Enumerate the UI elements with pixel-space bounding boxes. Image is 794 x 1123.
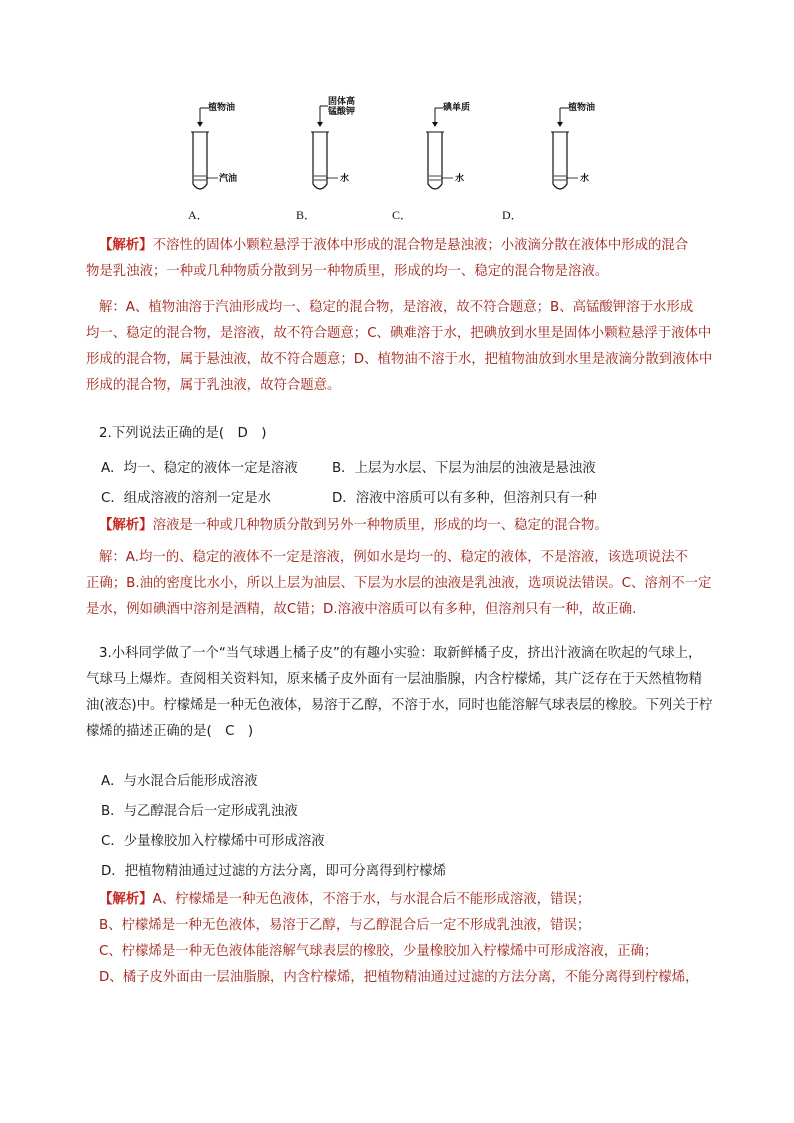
q3-analysis-line: A、柠檬烯是一种无色液体，不溶于水，与水混合后不能形成溶液，错误； [152,892,591,907]
q3-analysis-tag: 【解析】 [99,892,153,907]
q3-analysis-line: C、柠檬烯是一种无色液体能溶解气球表层的橡胶，少量橡胶加入柠檬烯中可形成溶液，正确； [99,944,658,959]
q2-option-d: D．溶液中溶质可以有多种，但溶剂只有一种 [332,491,597,506]
tube-a-top-label: 植物油 [208,103,236,113]
q3-option-a: A．与水混合后能形成溶液 [101,774,258,789]
q3-stem-line: 檬烯的描述正确的是( C ) [86,724,254,739]
q3-analysis-line: B、柠檬烯是一种无色液体，易溶于乙醇，与乙醇混合后一定不形成乳浊液，错误； [99,918,591,933]
q2-solution-line: 解：A.均一的、稳定的液体不一定是溶液，例如水是均一的、稳定的液体，不是溶液，该选项说法不 [99,550,688,565]
q3-stem-line: 气球马上爆炸。查阅相关资料知，原来橘子皮外面有一层油脂腺，内含柠檬烯，其广泛存在于天然植物精 [86,672,702,687]
q2-analysis-text: 溶液是一种或几种物质分散到另外一种物质里，形成的均一、稳定的混合物。 [152,518,608,533]
tube-b-letter: B． [296,208,317,222]
q3-stem-line: 油(液态)中。柠檬烯是一种无色液体，易溶于乙醇，不溶于水，同时也能溶解气球表层的橡胶。下列关于柠 [86,698,713,713]
q1-analysis-line2: 物是乳浊液；一种或几种物质分散到另一种物质里，形成的均一、稳定的混合物是溶液。 [86,264,609,279]
q3-analysis [86,887,726,991]
q1-analysis-line1: 不溶性的固体小颗粒悬浮于液体中形成的混合物是悬浊液；小液滴分散在液体中形成的混合 [152,238,689,253]
tube-b-top-label-line1: 固体高 [328,97,356,107]
tube-d-top-label: 植物油 [568,103,596,113]
tube-d-letter: D． [502,208,523,222]
q2-option-a: A．均一、稳定的液体一定是溶液 [101,461,298,476]
tube-c [413,96,513,196]
q1-solution-line: 形成的混合物，属于悬浊液，故不符合题意；D、植物油不溶于水，把植物油放到水里是液滴分散到液体中 [86,352,713,367]
q2-stem-text: 2.下列说法正确的是( D ) [99,426,267,441]
q3-stem [86,641,726,745]
q3-stem-line: 3.小科同学做了一个“当气球遇上橘子皮”的有趣小实验：取新鲜橘子皮，挤出汁液滴在吹起的气球上， [99,646,702,661]
tube-c-side-label: 水 [455,174,465,184]
tube-d [538,96,638,196]
q2-option-b: B．上层为水层、下层为油层的浊液是悬浊液 [332,461,596,476]
tube-a-side-label: 汽油 [219,174,238,184]
tube-c-letter: C． [392,208,413,222]
test-tube-figure [178,96,618,226]
q1-solution [86,295,726,399]
tube-b-side-label: 水 [340,174,350,184]
tube-c-top-label: 碘单质 [443,103,471,113]
q1-solution-line: 解：A、植物油溶于汽油形成均一、稳定的混合物，是溶液，故不符合题意；B、高锰酸钾溶于水形成 [99,300,694,315]
tube-d-side-label: 水 [580,174,590,184]
q3-option-c: C．少量橡胶加入柠檬烯中可形成溶液 [101,834,325,849]
q2-option-c: C．组成溶液的溶剂一定是水 [101,491,272,506]
q2-solution-line: 是水，例如碘酒中溶剂是酒精，故C错；D.溶液中溶质可以有多种，但溶剂只有一种，故正确. [86,602,637,617]
q2-analysis [86,513,726,539]
q2-solution [86,545,726,623]
q1-solution-line: 形成的混合物，属于乳浊液，故符合题意。 [86,378,341,393]
q3-analysis-line: D、橘子皮外面由一层油脂腺，内含柠檬烯，把植物精油通过过滤的方法分离，不能分离得到柠檬烯， [99,970,699,985]
q1-analysis-tag: 【解析】 [99,238,153,253]
q1-solution-line: 均一、稳定的混合物，是溶液，故不符合题意；C、碘难溶于水，把碘放到水里是固体小颗粒悬浮于液体中 [86,326,712,341]
tube-b-top-label-line2: 锰酸钾 [328,107,356,117]
tube-b [298,96,398,196]
q3-option-d: D．把植物精油通过过滤的方法分离，即可分离得到柠檬烯 [101,864,447,879]
tube-a-letter: A． [188,208,209,222]
q1-analysis [86,233,726,285]
q2-solution-line: 正确；B.油的密度比水小，所以上层为油层、下层为水层的浊液是乳浊液，选项说法错误。C、溶剂不一定 [86,576,712,591]
q3-option-b: B．与乙醇混合后一定形成乳浊液 [101,804,298,819]
q2-analysis-tag: 【解析】 [99,518,153,533]
q2-stem [86,421,726,447]
tube-a [178,96,278,196]
